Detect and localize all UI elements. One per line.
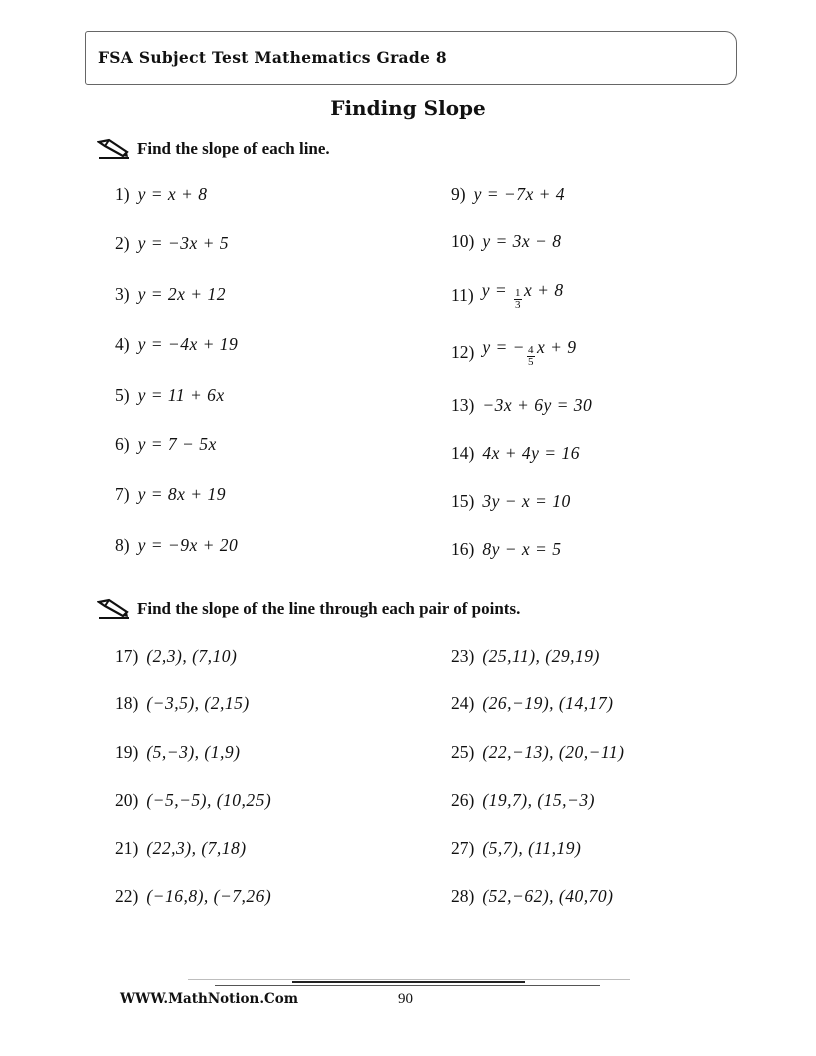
pencil-writing-icon xyxy=(97,598,131,620)
problem-number: 12) xyxy=(451,342,475,362)
problem-item xyxy=(115,535,238,556)
problem-item xyxy=(115,646,237,667)
problem-item xyxy=(451,491,571,512)
problem-item xyxy=(115,790,271,811)
problem-expression: (−5,−5), (10,25) xyxy=(146,790,272,810)
fraction xyxy=(527,345,535,368)
problem-item xyxy=(451,838,581,859)
problem-expression: y = 7 − 5x xyxy=(137,434,217,454)
section2-instruction-text: Find the slope of the line through each pair of points. xyxy=(137,599,521,618)
problem-number: 1) xyxy=(115,184,130,204)
problem-item xyxy=(115,233,229,254)
problem-number: 13) xyxy=(451,395,475,415)
problem-number: 14) xyxy=(451,443,475,463)
problem-item xyxy=(451,539,561,560)
problem-item xyxy=(115,334,238,355)
problem-number: 24) xyxy=(451,693,475,713)
problem-number: 25) xyxy=(451,742,475,762)
footer-rule xyxy=(215,985,600,986)
problem-number: 2) xyxy=(115,233,130,253)
problem-expression: (−16,8), (−7,26) xyxy=(146,886,272,906)
expression-part: x + 8 xyxy=(524,280,564,300)
problem-expression xyxy=(482,280,564,311)
problem-item xyxy=(451,443,580,464)
problem-number: 16) xyxy=(451,539,475,559)
problem-item xyxy=(115,434,217,455)
problem-number: 27) xyxy=(451,838,475,858)
problem-number: 18) xyxy=(115,693,139,713)
problem-item xyxy=(451,646,600,667)
problem-number: 4) xyxy=(115,334,130,354)
section1-instruction xyxy=(97,138,330,160)
problem-expression: (2,3), (7,10) xyxy=(146,646,238,666)
section1-instruction-text: Find the slope of each line. xyxy=(137,139,330,158)
problem-item xyxy=(115,693,250,714)
problem-expression: (−3,5), (2,15) xyxy=(146,693,250,713)
problem-number: 17) xyxy=(115,646,139,666)
problem-number: 19) xyxy=(115,742,139,762)
problem-number: 7) xyxy=(115,484,130,504)
problem-expression: y = −7x + 4 xyxy=(473,184,566,204)
problem-number: 22) xyxy=(115,886,139,906)
expression-part: y = − xyxy=(482,337,525,357)
footer-site: WWW.MathNotion.Com xyxy=(120,991,299,1007)
problem-item xyxy=(451,790,595,811)
fraction-denominator: 3 xyxy=(515,299,522,311)
problem-number: 11) xyxy=(451,285,474,305)
problem-expression: y = 8x + 19 xyxy=(137,484,226,504)
problem-expression: y = −9x + 20 xyxy=(137,535,239,555)
problem-expression: 3y − x = 10 xyxy=(482,491,571,511)
problem-item xyxy=(451,886,613,907)
problem-expression xyxy=(482,337,576,368)
problem-number: 23) xyxy=(451,646,475,666)
problem-item xyxy=(451,231,561,252)
fraction-numerator: 1 xyxy=(515,287,522,299)
problem-expression: 4x + 4y = 16 xyxy=(482,443,580,463)
problem-number: 6) xyxy=(115,434,130,454)
problem-item xyxy=(115,385,225,406)
problem-expression: (5,7), (11,19) xyxy=(482,838,582,858)
problem-expression: (52,−62), (40,70) xyxy=(482,886,614,906)
problem-expression: y = 3x − 8 xyxy=(482,231,562,251)
problem-expression: (5,−3), (1,9) xyxy=(146,742,241,762)
footer-rule xyxy=(188,979,630,980)
problem-item xyxy=(115,284,226,305)
section2-instruction xyxy=(97,598,520,620)
problem-expression: (22,3), (7,18) xyxy=(146,838,247,858)
fraction-numerator: 4 xyxy=(527,344,534,356)
problem-number: 21) xyxy=(115,838,139,858)
problem-expression: y = −4x + 19 xyxy=(137,334,239,354)
problem-item xyxy=(451,693,613,714)
problem-item xyxy=(451,742,624,763)
problem-number: 5) xyxy=(115,385,130,405)
footer-rule xyxy=(292,981,525,983)
problem-number: 15) xyxy=(451,491,475,511)
page-number: 90 xyxy=(398,991,413,1007)
problem-number: 28) xyxy=(451,886,475,906)
problem-item xyxy=(451,337,577,368)
problem-expression: y = x + 8 xyxy=(137,184,208,204)
problem-item xyxy=(451,184,565,205)
problem-expression: y = 2x + 12 xyxy=(137,284,226,304)
problem-expression: (25,11), (29,19) xyxy=(482,646,600,666)
problem-number: 9) xyxy=(451,184,466,204)
problem-number: 8) xyxy=(115,535,130,555)
page-title: Finding Slope xyxy=(330,96,486,120)
problem-number: 10) xyxy=(451,231,475,251)
expression-part: y = xyxy=(481,280,513,300)
problem-item xyxy=(115,742,240,763)
problem-number: 20) xyxy=(115,790,139,810)
header-title: FSA Subject Test Mathematics Grade 8 xyxy=(98,48,447,67)
problem-item xyxy=(115,838,247,859)
expression-part: x + 9 xyxy=(536,337,577,357)
problem-number: 26) xyxy=(451,790,475,810)
fraction xyxy=(514,288,522,311)
header-box xyxy=(85,31,737,85)
problem-expression: y = 11 + 6x xyxy=(137,385,225,405)
fraction-denominator: 5 xyxy=(527,356,534,368)
problem-item xyxy=(115,484,226,505)
problem-expression: −3x + 6y = 30 xyxy=(482,395,593,415)
problem-expression: (19,7), (15,−3) xyxy=(482,790,595,810)
problem-expression: (26,−19), (14,17) xyxy=(482,693,614,713)
problem-item xyxy=(115,886,271,907)
problem-item xyxy=(115,184,207,205)
problem-number: 3) xyxy=(115,284,130,304)
problem-expression: (22,−13), (20,−11) xyxy=(482,742,625,762)
pencil-writing-icon xyxy=(97,138,131,160)
problem-expression: 8y − x = 5 xyxy=(482,539,562,559)
problem-expression: y = −3x + 5 xyxy=(137,233,230,253)
problem-item xyxy=(451,280,564,311)
problem-item xyxy=(451,395,592,416)
